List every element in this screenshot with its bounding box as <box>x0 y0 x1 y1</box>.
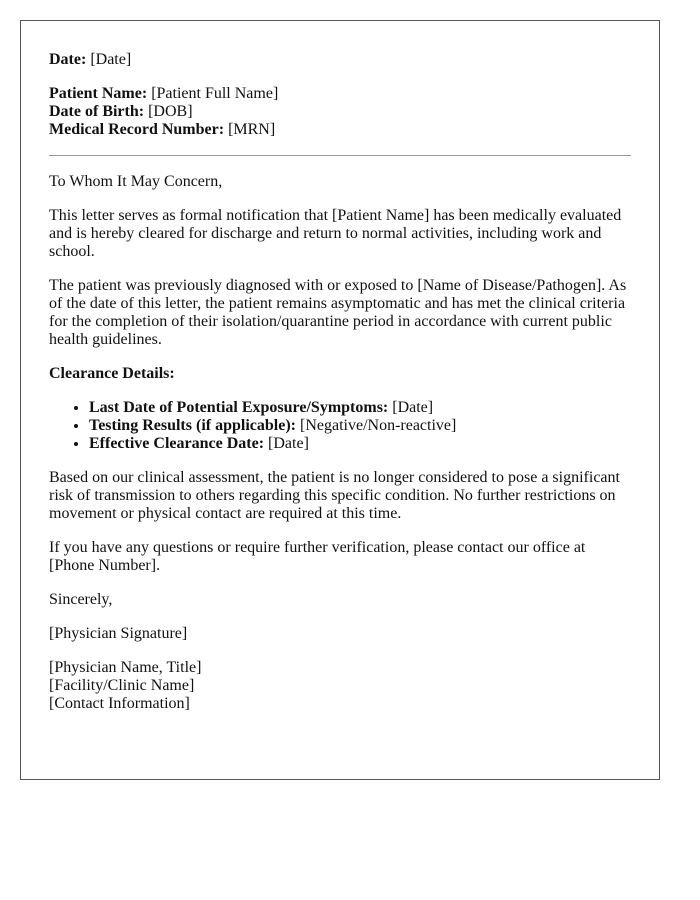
clearance-letter <box>20 20 660 780</box>
sign-off: Sincerely, <box>49 591 113 608</box>
testing-results-label: Testing Results (if applicable): <box>89 417 296 434</box>
clearance-details-heading: Clearance Details: <box>49 365 175 382</box>
patient-name-line <box>49 85 631 103</box>
mrn-line <box>49 121 631 139</box>
dob-label: Date of Birth: <box>49 103 145 120</box>
exposure-date-value: [Date] <box>392 399 434 416</box>
mrn-label: Medical Record Number: <box>49 121 225 138</box>
date-line <box>49 51 631 69</box>
date-value: [Date] <box>90 51 132 68</box>
header-divider <box>49 155 631 156</box>
mrn-value: [MRN] <box>228 121 276 138</box>
patient-info-block <box>49 85 631 139</box>
paragraph-diagnosis: The patient was previously diagnosed with or exposed to [Name of Disease/Pathogen]. As of the date of this letter, the patient remains asymptomatic and has met the clinical criteria for the completion of their isolation/quarantine period in accordance with current public health guidelines. <box>49 277 627 348</box>
clearance-date-label: Effective Clearance Date: <box>89 435 265 452</box>
facility-name: [Facility/Clinic Name] <box>49 677 195 694</box>
list-item <box>89 417 631 435</box>
clearance-date-value: [Date] <box>268 435 309 452</box>
clearance-details-list <box>49 399 631 453</box>
list-item <box>89 399 631 417</box>
list-item <box>89 435 631 453</box>
paragraph-contact: If you have any questions or require further verification, please contact our office at [Phone Number]. <box>49 539 586 574</box>
dob-value: [DOB] <box>148 103 193 120</box>
salutation: To Whom It May Concern, <box>49 173 223 190</box>
date-block <box>49 51 631 69</box>
patient-name-value: [Patient Full Name] <box>151 85 279 102</box>
signature-block <box>49 659 631 713</box>
paragraph-assessment: Based on our clinical assessment, the patient is no longer considered to pose a significant risk of transmission to others regarding this specific condition. No further restrictions on movement or physical contact are required at this time. <box>49 469 620 522</box>
date-label: Date: <box>49 51 87 68</box>
physician-signature: [Physician Signature] <box>49 625 188 642</box>
dob-line <box>49 103 631 121</box>
physician-name-title: [Physician Name, Title] <box>49 659 202 676</box>
exposure-date-label: Last Date of Potential Exposure/Symptoms: <box>89 399 389 416</box>
paragraph-clearance-notice: This letter serves as formal notification that [Patient Name] has been medically evaluated and is hereby cleared for discharge and return to normal activities, including work and school. <box>49 207 622 260</box>
testing-results-value: [Negative/Non-reactive] <box>299 417 457 434</box>
contact-information: [Contact Information] <box>49 695 190 712</box>
patient-name-label: Patient Name: <box>49 85 148 102</box>
